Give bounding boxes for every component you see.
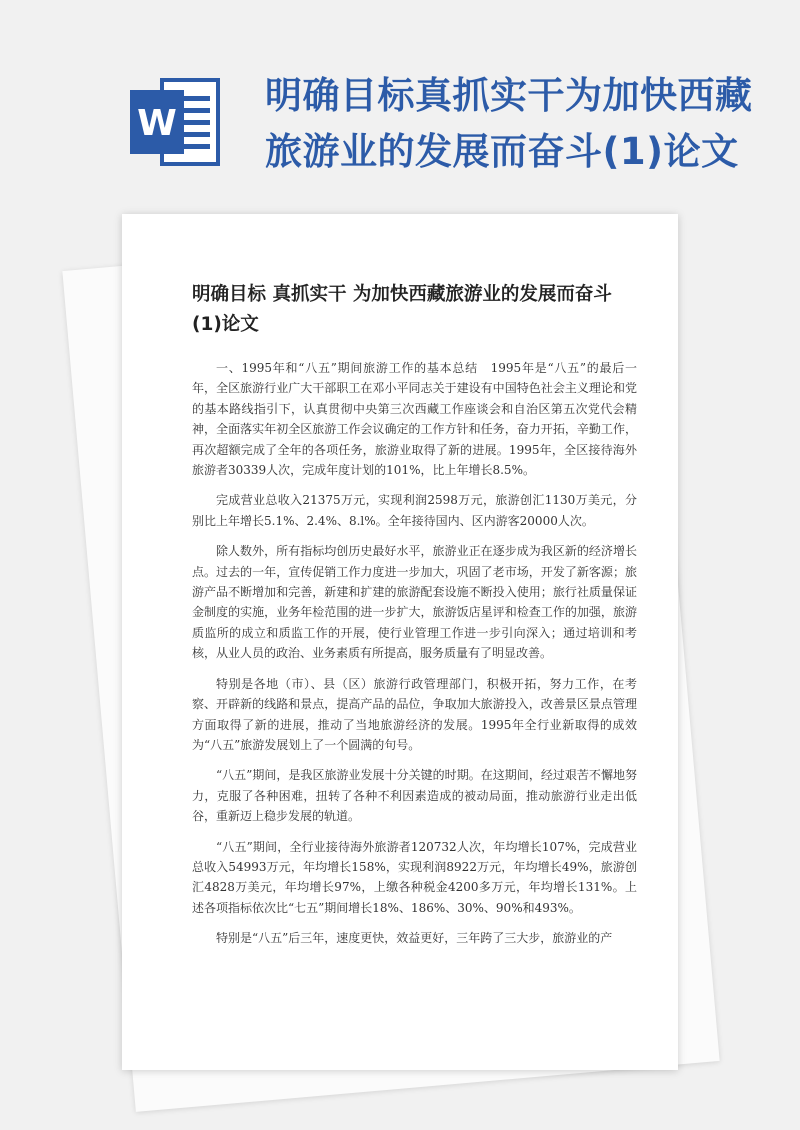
paragraph-3: 除人数外，所有指标均创历史最好水平，旅游业正在逐步成为我区新的经济增长点。过去的一年，宣传促销工作力度进一步加大，巩固了老市场，开发了新客源；旅游产品不断增加和完善，新建和扩建的旅游配套设施不断投入使用；旅行社质量保证金制度的实施，业务年检范围的进一步扩大，旅游饭店星评和检查工作的加强，旅游质监所的成立和质监工作的开展，使行业管理工作进一步引向深入；通过培训和考核，从业人员的政治、业务素质有所提高，服务质量有了明显改善。 [192, 544, 637, 661]
paragraph-1: 一、1995年和“八五”期间旅游工作的基本总结 1995年是“八五”的最后一年，全区旅游行业广大干部职工在邓小平同志关于建设有中国特色社会主义理论和党的基本路线指引下，认真贯彻中央第三次西藏工作座谈会和自治区第五次党代会精神，全面落实年初全区旅游工作会议确定的工作方针和任务，奋力开拓，辛勤工作，再次超额完成了全年的各项任务，旅游业取得了新的进展。1995年，全区接待海外旅游者30339人次，完成年度计划的101%，比上年增长8.5%。 [192, 361, 637, 478]
document-title: 明确目标 真抓实干 为加快西藏旅游业的发展而奋斗(1)论文 [192, 284, 612, 335]
paragraph-7: 特别是“八五”后三年，速度更快，效益更好，三年跨了三大步，旅游业的产 [216, 931, 613, 946]
document-body [192, 358, 637, 959]
paragraph-6: “八五”期间，全行业接待海外旅游者120732人次，年均增长107%，完成营业总收入54993万元，年均增长158%，实现利润8922万元，年均增长49%，旅游创汇4828万美元，年均增长97%，上缴各种税金4200多万元，年均增长131%。上述各项指标依次比“七五”期间增长18%、186%、30%、90%和493%。 [192, 839, 637, 915]
word-document-icon [128, 74, 224, 170]
document-page [122, 214, 678, 1070]
page-title: 明确目标真抓实干为加快西藏旅游业的发展而奋斗(1)论文 [265, 74, 753, 173]
paragraph-5: “八五”期间，是我区旅游业发展十分关键的时期。在这期间，经过艰苦不懈地努力，克服了各种困难，扭转了各种不利因素造成的被动局面，推动旅游行业走出低谷，重新迈上稳步发展的轨道。 [192, 768, 637, 824]
paragraph-2: 完成营业总收入21375万元，实现利润2598万元，旅游创汇1130万美元，分别比上年增长5.1%、2.4%、8.l%。全年接待国内、区内游客20000人次。 [192, 493, 637, 528]
paragraph-4: 特别是各地（市）、县（区）旅游行政管理部门，积极开拓，努力工作，在考察、开辟新的线路和景点，提高产品的品位，争取加大旅游投入，改善景区景点管理方面取得了新的进展，推动了当地旅游经济的发展。1995年全行业新取得的成效为“八五”旅游发展划上了一个圆满的句号。 [192, 676, 637, 752]
header [0, 0, 800, 200]
word-icon-letter: W [137, 103, 177, 144]
